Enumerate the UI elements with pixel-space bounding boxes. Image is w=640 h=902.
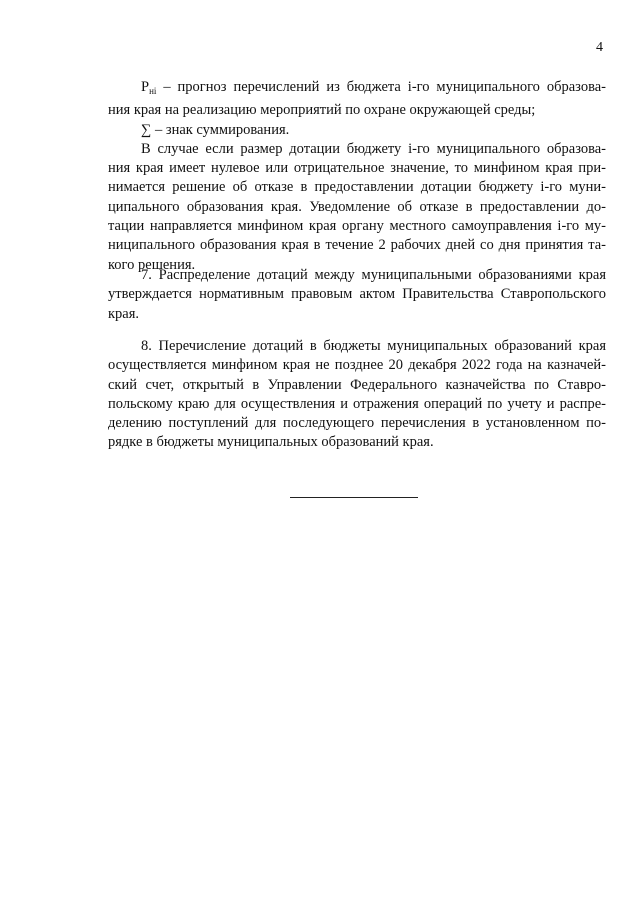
refusal-line-4: ципального образования края. Уведомление об отказе в предоставлении до- — [108, 198, 606, 215]
paragraph-8-line-5: делению поступлений для последующего перечисления в установленном по- — [108, 415, 606, 432]
page-number: 4 — [596, 40, 603, 55]
definition-p-line-2: ния края на реализацию мероприятий по охране окружающей среды; — [108, 102, 536, 119]
refusal-line-2: ния края имеет нулевое или отрицательное значение, то минфином края при- — [108, 160, 606, 177]
paragraph-8 — [108, 337, 606, 453]
paragraph-8-line-4: польскому краю для осуществления и отражения операций по учету и распре- — [108, 395, 606, 412]
symbol-p: P — [141, 79, 150, 95]
definition-sum-line: ∑ – знак суммирования. — [141, 121, 290, 138]
paragraph-7 — [108, 266, 606, 324]
symbol-p-subscript: ні — [149, 86, 157, 96]
paragraph-7-line-2: утверждается нормативным правовым актом Правительства Ставропольского — [108, 286, 606, 303]
paragraph-7-line-3: края. — [108, 305, 140, 322]
symbol-definitions — [108, 78, 606, 275]
paragraph-8-line-2: осуществляется минфином края не позднее 20 декабря 2022 года на казначей- — [108, 357, 606, 374]
refusal-line-6: ниципального образования края в течение 2 рабочих дней со дня принятия та- — [108, 237, 606, 254]
end-of-document-divider — [290, 497, 418, 498]
definition-p-text: – прогноз перечислений из бюджета i-го муниципального образова- — [156, 79, 606, 95]
refusal-line-3: нимается решение об отказе в предоставлении дотации бюджету i-го муни- — [108, 179, 606, 196]
refusal-line-7: кого решения. — [108, 256, 196, 273]
paragraph-7-line-1: 7. Распределение дотаций между муниципальными образованиями края — [141, 267, 606, 283]
paragraph-8-line-6: рядке в бюджеты муниципальных образований края. — [108, 434, 434, 451]
definition-p-line-1 — [108, 78, 606, 101]
paragraph-8-line-1: 8. Перечисление дотаций в бюджеты муниципальных образований края — [141, 338, 606, 354]
refusal-line-1: В случае если размер дотации бюджету i-го муниципального образова- — [141, 140, 606, 157]
refusal-line-5: тации направляется минфином края органу местного самоуправления i-го му- — [108, 218, 606, 235]
paragraph-8-line-3: ский счет, открытый в Управлении Федерального казначейства по Ставро- — [108, 376, 606, 393]
